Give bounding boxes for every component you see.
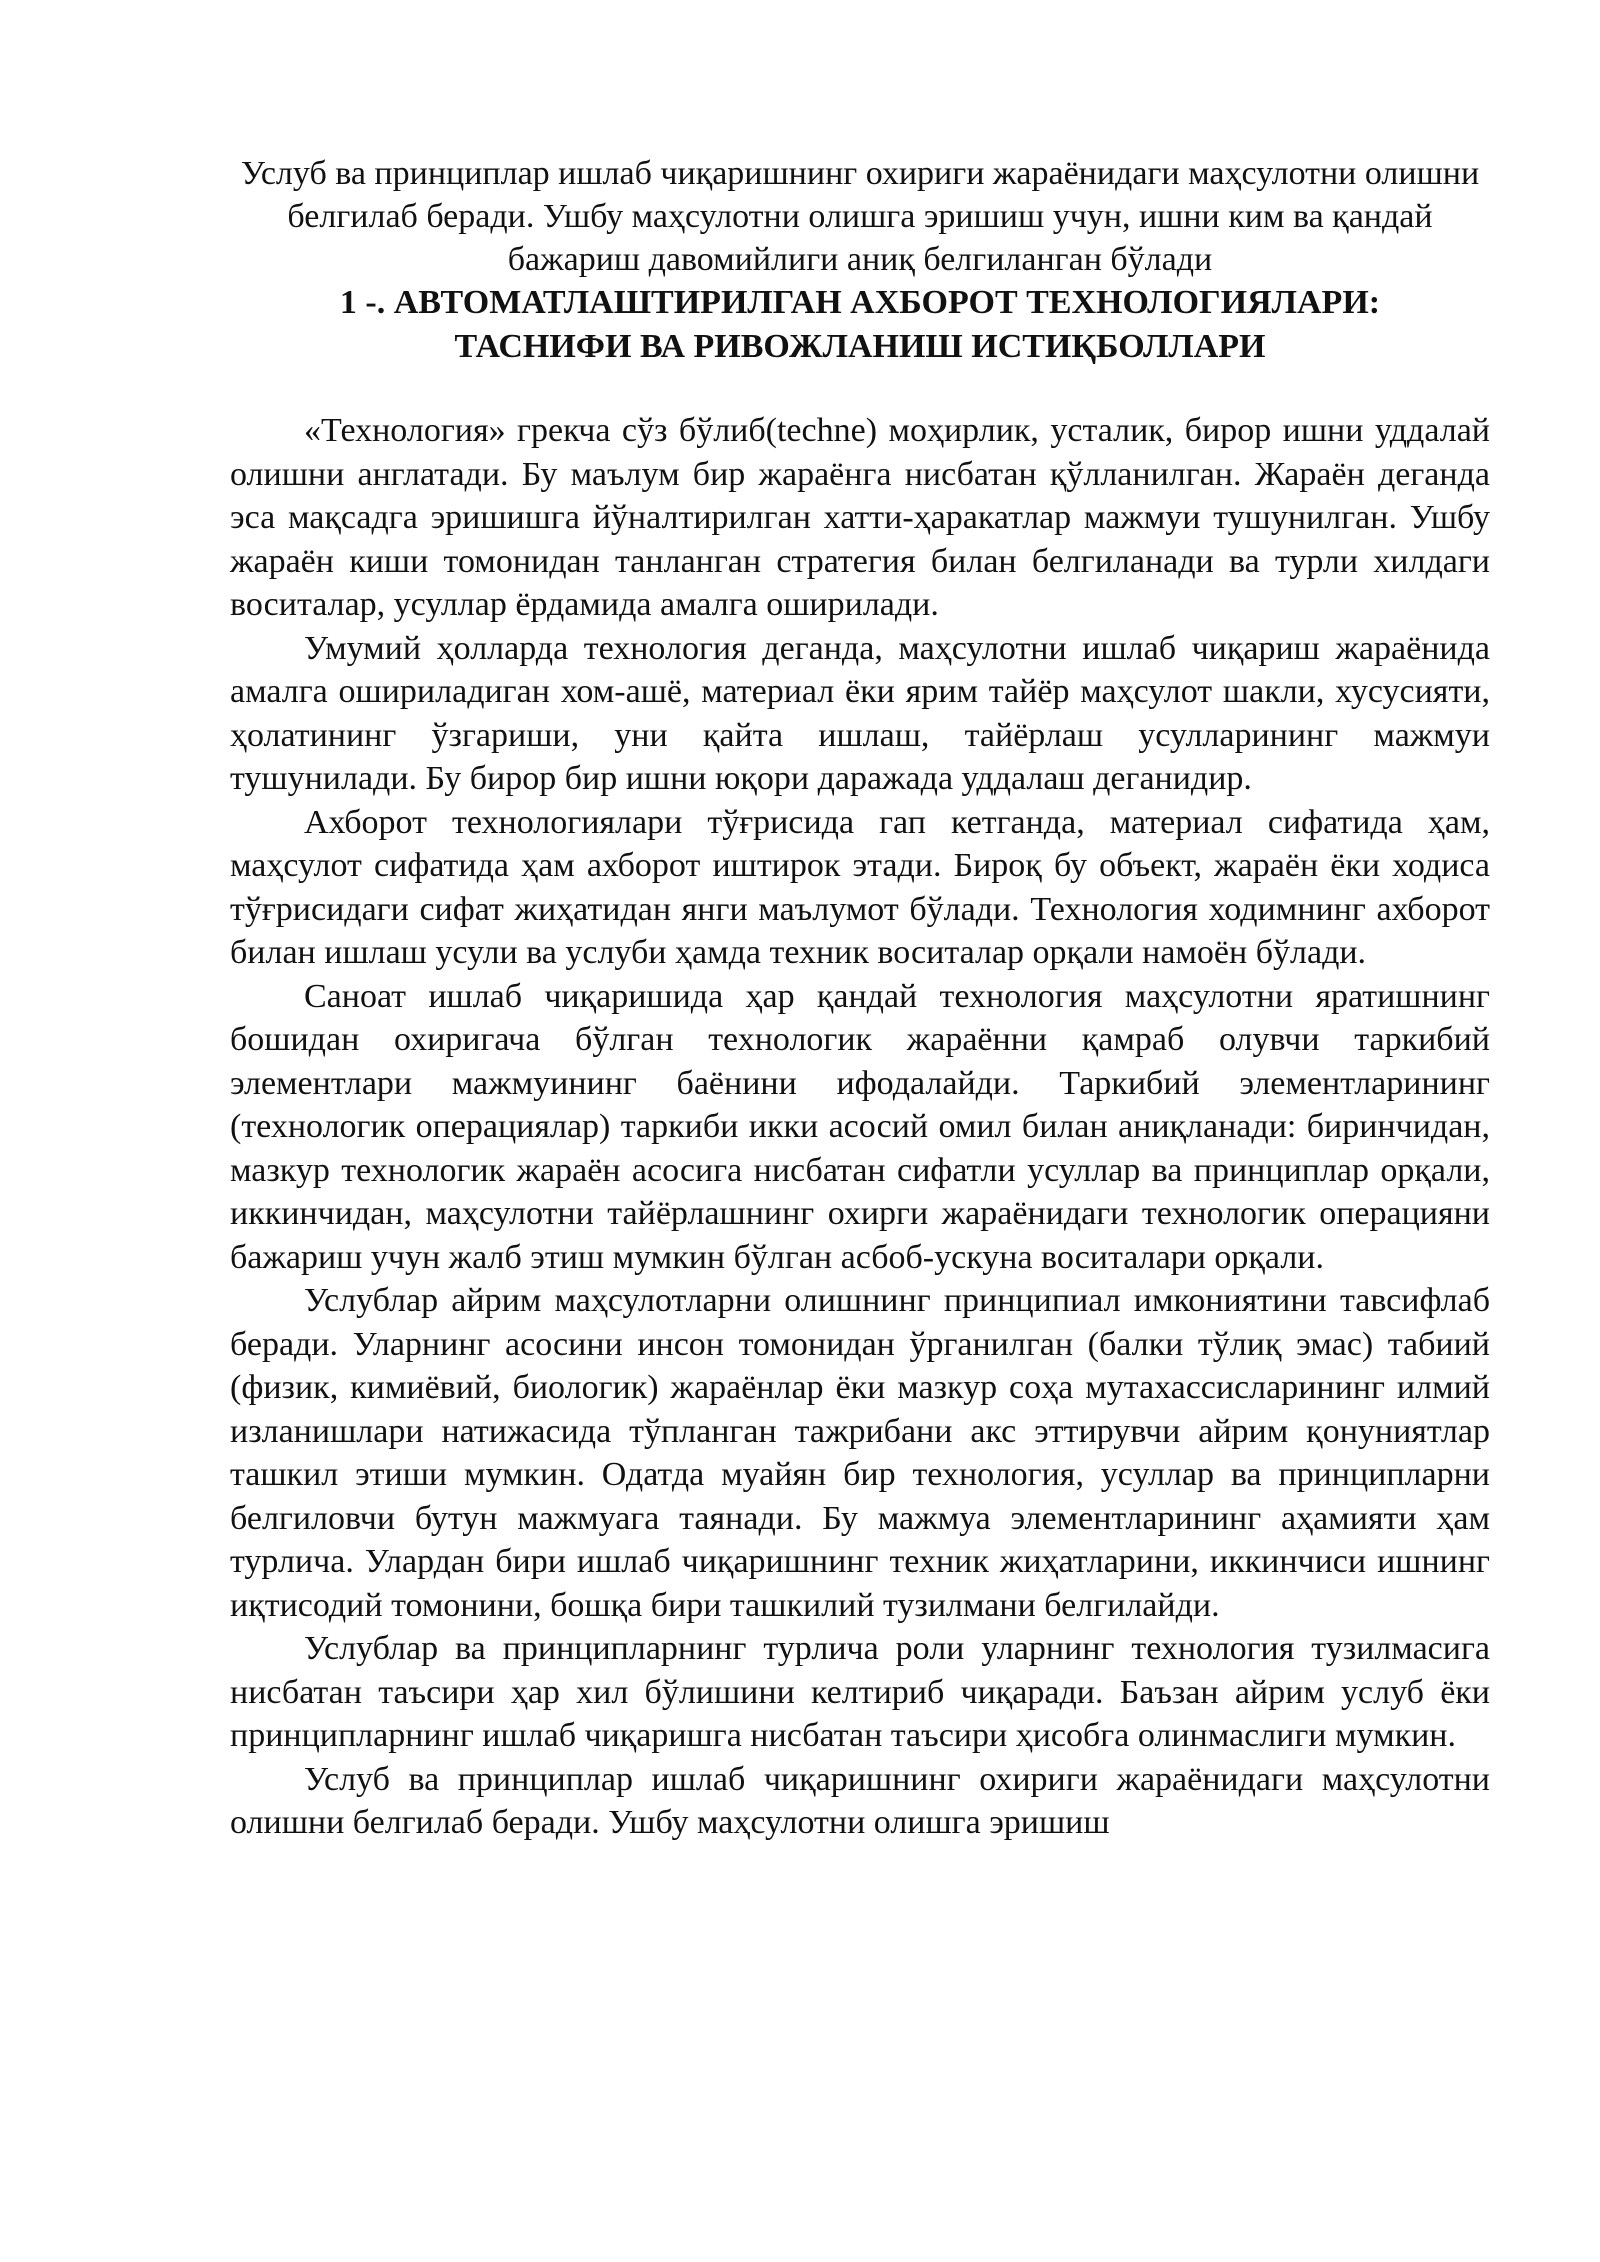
body-paragraph: Услублар айрим маҳсулотларни олишнинг принципиал имкониятини тавсифлаб беради. Уларнинг асосини инсон томонидан ўрганилган (балки тўлиқ эмас) табиий (физик, кимиёвий, биологик) жараёнлар ёки мазкур соҳа мутахассисларининг илмий изланишлари натижасида тўпланган тажрибани акс эттирувчи айрим қонуниятлар ташкил этиши мумкин. Одатда муайян бир технология, усуллар ва принципларни белгиловчи бутун мажмуага таянади. Бу мажмуа элементларининг аҳамияти ҳам турлича. Улардан бири ишлаб чиқаришнинг техник жиҳатларини, иккинчиси ишнинг иқтисодий томонини, бошқа бири ташкилий тузилмани белгилайди. bbox=[230, 1282, 1490, 1624]
body-paragraph: Саноат ишлаб чиқаришида ҳар қандай технология маҳсулотни яратишнинг бошидан охиригача бўлган технологик жараённи қамраб олувчи таркибий элементлари мажмуининг баёнини ифодалайди. Таркибий элементларининг (технологик операциялар) таркиби икки асосий омил билан аниқланади: биринчидан, мазкур технологик жараён асосига нисбатан сифатли усуллар ва принциплар орқали, иккинчидан, маҳсулотни тайёрлашнинг охирги жараёнидаги технологик операцияни бажариш учун жалб этиш мумкин бўлган асбоб-ускуна воситалари орқали. bbox=[230, 977, 1490, 1276]
heading-spacer bbox=[230, 369, 1490, 409]
body-paragraph: Услублар ва принципларнинг турлича роли уларнинг технология тузилмасига нисбатан таъсири ҳар хил бўлишини келтириб чиқаради. Баъзан айрим услуб ёки принципларнинг ишлаб чиқаришга нисбатан таъсири ҳисобга олинмаслиги мумкин. bbox=[230, 1630, 1490, 1754]
document-page bbox=[230, 152, 1490, 1845]
body-paragraph: Услуб ва принциплар ишлаб чиқаришнинг охириги жараёнидаги маҳсулотни олишни белгилаб беради. Ушбу маҳсулотни олишга эришиш bbox=[230, 1760, 1490, 1841]
section-heading-line-1: 1 -. АВТОМАТЛАШТИРИЛГАН АХБОРОТ ТЕХНОЛОГИЯЛАРИ: bbox=[339, 284, 1381, 321]
section-heading-line-2: ТАСНИФИ ВА РИВОЖЛАНИШ ИСТИҚБОЛЛАРИ bbox=[454, 328, 1266, 365]
body-paragraph: Умумий ҳолларда технология деганда, маҳсулотни ишлаб чиқариш жараёнида амалга ошириладиган хом-ашё, материал ёки ярим тайёр маҳсулот шакли, хусусияти, ҳолатининг ўзгариши, уни қайта ишлаш, тайёрлаш усулларининг мажмуи тушунилади. Бу бирор бир ишни юқори даражада уддалаш деганидир. bbox=[230, 629, 1490, 797]
body-paragraph: Ахборот технологиялари тўғрисида гап кетганда, материал сифатида ҳам, маҳсулот сифатида ҳам ахборот иштирок этади. Бироқ бу объект, жараён ёки ходиса тўғрисидаги сифат жиҳатидан янги маълумот бўлади. Технология ходимнинг ахборот билан ишлаш усули ва услуби ҳамда техник воситалар орқали намоён бўлади. bbox=[230, 803, 1490, 971]
intro-text: Услуб ва принциплар ишлаб чиқаришнинг охириги жараёнидаги маҳсулотни олишни белгилаб беради. Ушбу маҳсулотни олишга эришиш учун, ишни ким ва қандай бажариш давомийлиги аниқ белгиланган бўлади bbox=[240, 155, 1480, 278]
body-paragraph: «Технология» грекча сўз бўлиб(techne) моҳирлик, усталик, бирор ишни уддалай олишни англатади. Бу маълум бир жараёнга нисбатан қўлланилган. Жараён деганда эса мақсадга эришишга йўналтирилган хатти-ҳаракатлар мажмуи тушунилган. Ушбу жараён киши томонидан танланган стратегия билан белгиланади ва турли хилдаги воситалар, усуллар ёрдамида амалга оширилади. bbox=[230, 412, 1490, 623]
